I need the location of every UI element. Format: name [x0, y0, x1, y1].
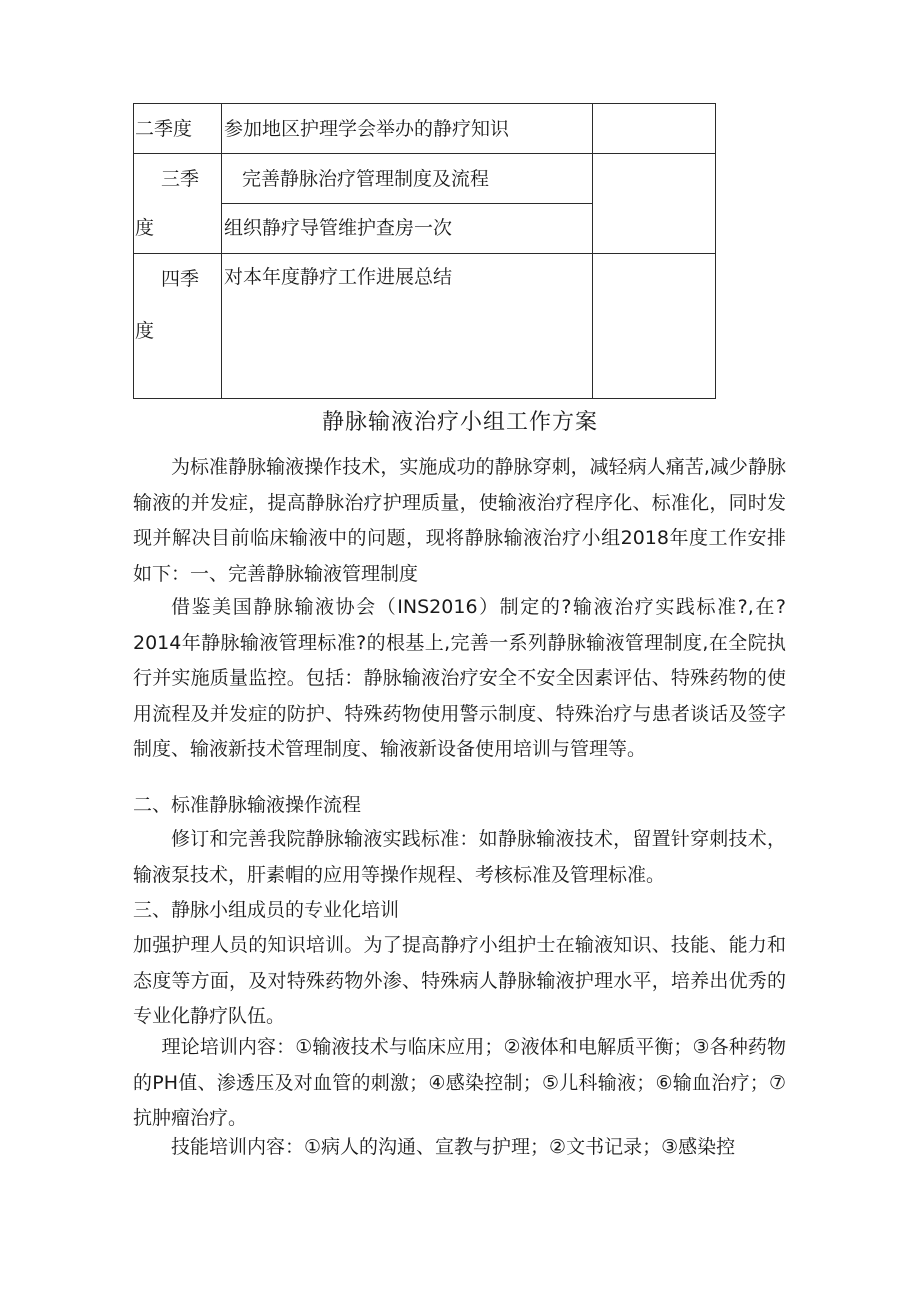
intro-paragraph: 为标准静脉输液操作技术，实施成功的静脉穿刺，减轻病人痛苦,减少静脉输液的并发症，提高静脉治疗护理质量，使输液治疗程序化、标准化，同时发现并解决目前临床输液中的问题，现将静脉输液治疗小组2018年度工作安排如下：一、完善静脉输液管理制度: [133, 456, 786, 585]
section3-paragraph: 加强护理人员的知识培训。为了提高静疗小组护士在输液知识、技能、能力和态度等方面，及对特殊药物外渗、特殊病人静脉输液护理水平，培养出优秀的专业化静疗队伍。: [133, 934, 786, 1027]
quarter-label: 度: [135, 320, 155, 342]
section2-heading: 二、标准静脉输液操作流程: [133, 794, 362, 816]
section1-paragraph: 借鉴美国静脉输液协会（INS2016）制定的?输液治疗实践标准?,在?2014年静脉输液管理标准?的根基上,完善一系列静脉输液管理制度,在全院执行并实施质量监控。包括：静脉输液治疗安全不安全因素评估、特殊药物的使用流程及并发症的防护、特殊药物使用警示制度、特殊治疗与患者谈话及签字制度、输液新技术管理制度、输液新设备使用培训与管理等。: [133, 596, 786, 760]
table-border-right: [715, 103, 716, 399]
quarter-label: 四季: [161, 268, 200, 290]
table-border-left: [133, 103, 134, 399]
page-title: 静脉输液治疗小组工作方案: [321, 410, 598, 435]
quarter-label: 三季: [161, 168, 200, 190]
table-col-divider: [221, 103, 222, 399]
plan-item: 完善静脉治疗管理制度及流程: [242, 168, 490, 190]
quarter-label: 度: [135, 217, 155, 239]
schedule-table: [133, 103, 716, 399]
table-col-divider: [592, 103, 593, 399]
plan-item: 参加地区护理学会举办的静疗知识: [224, 118, 510, 140]
section3-heading: 三、静脉小组成员的专业化培训: [133, 899, 400, 921]
theory-training-paragraph: 理论培训内容：①输液技术与临床应用；②液体和电解质平衡；③各种药物的PH值、渗透压及对血管的刺激；④感染控制；⑤儿科输液；⑥输血治疗；⑦抗肿瘤治疗。: [133, 1036, 786, 1129]
table-subrow-divider: [221, 203, 592, 204]
plan-item: 组织静疗导管维护查房一次: [224, 217, 453, 239]
skill-training-paragraph: 技能培训内容：①病人的沟通、宣教与护理；②文书记录；③感染控: [171, 1136, 736, 1158]
section2-paragraph: 修订和完善我院静脉输液实践标准：如静脉输液技术，留置针穿刺技术，输液泵技术，肝素帽的应用等操作规程、考核标准及管理标准。: [133, 828, 786, 886]
plan-item: 对本年度静疗工作进展总结: [224, 266, 453, 288]
quarter-label: 二季度: [135, 118, 193, 140]
